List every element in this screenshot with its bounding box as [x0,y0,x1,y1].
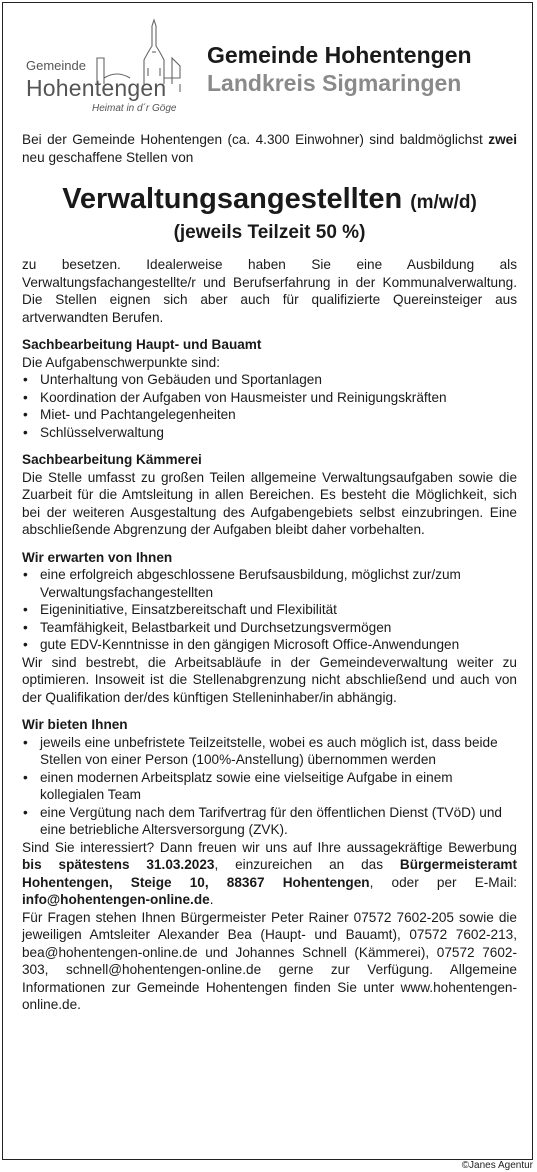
contact-text: Für Fragen stehen Ihnen Bürgermeister Peter Rainer 07572 7602-205 sowie die jeweiligen Amtsleiter Alexander Bea (Haupt- und Bauamt), 07572 7602-213, bea@hohentengen-online.de und Johannes Schnell (Kämmerei), 07572 7602-303, schnell@hohentengen-online.de gerne zur Verfügung. Allgemeine Informationen zur Gemeinde Hohentengen finden Sie unter www.hohentengen-online.de. [22,909,517,1012]
ad-body [22,131,517,1014]
section-intro-hauptamt: Die Aufgabenschwerpunkte sind: [22,354,220,370]
list-item: • eine erfolgreich abgeschlossene Berufsausbildung, möglichst zur/zum Verwaltungsfachangestellten [22,566,517,601]
section-heading-kaemmerei: Sachbearbeitung Kämmerei [22,452,202,467]
section-text-kaemmerei: Die Stelle umfasst zu großen Teilen allgemeine Verwaltungsaufgaben sowie die Zuarbeit für die Amtsleitung in allen Bereichen. Es besteht die Möglichkeit, sich bei der weiteren Ausgestaltung des Aufgabengebiets selbst einzubringen. Eine abschließende Abgrenzung der Aufgaben bleibt daher vorbehalten. [22,469,517,537]
header-title: Gemeinde Hohentengen [207,42,472,68]
logo-tagline: Heimat in d´r Göge [92,103,177,114]
credit-text: ©Janes Agentur [461,1160,533,1171]
list-item: • Teamfähigkeit, Belastbarkeit und Durchsetzungsvermögen [22,619,517,637]
list-item: • einen modernen Arbeitsplatz sowie eine vielseitige Aufgabe in einem kollegialen Team [22,769,517,804]
list-item: • jeweils eine unbefristete Teilzeitstelle, wobei es auch möglich ist, dass beide Stellen von einer Person (100%-Anstellung) übernommen werden [22,734,517,769]
application-text: Sind Sie interessiert? Dann freuen wir uns auf Ihre aussagekräftige Bewerbung bis spätestens 31.03.2023, einzureichen an das Bürgermeisteramt Hohentengen, Steige 10, 88367 Hohentengen, oder per E-Mail: info@hohentengen-online.de. [22,839,517,907]
municipality-logo [22,18,202,118]
expectations-list [22,566,517,654]
logo-text-hohentengen: Hohentengen [26,75,167,101]
application-email: info@hohentengen-online.de [22,892,210,907]
list-item: • eine Vergütung nach dem Tarifvertrag für den öffentlichen Dienst (TVöD) und eine betriebliche Altersversorgung (ZVK). [22,804,517,839]
application-address: Bürgermeisteramt Hohentengen, Steige 10, 88367 Hohentengen [22,857,517,890]
job-title-detail: (jeweils Teilzeit 50 %) [173,222,366,243]
section-heading-expectations: Wir erwarten von Ihnen [22,549,173,565]
list-item: • gute EDV-Kenntnisse in den gängigen Microsoft Office-Anwendungen [22,636,517,654]
list-item: • Schlüsselverwaltung [22,424,517,442]
section-heading-offer: Wir bieten Ihnen [22,717,128,732]
list-item: • Miet- und Pachtangelegenheiten [22,406,517,424]
job-title: Verwaltungsangestellten (m/w/d) [62,183,477,215]
header [22,18,517,118]
optimization-text: Wir sind bestrebt, die Arbeitsabläufe in der Gemeindeverwaltung weiter zu optimieren. Insoweit ist die Stellenabgrenzung nicht abschließend und auch von der Qualifikation der/des künftigen Stelleninhaber/in abhängig. [22,654,517,705]
paragraph-intro: zu besetzen. Idealerweise haben Sie eine Ausbildung als Verwaltungsfachangestellte/r und Berufserfahrung in der Kommunalverwaltung. Die Stellen eignen sich aber auch für qualifizierte Quereinsteiger aus artverwandten Berufen. [22,257,517,325]
gender-note: (m/w/d) [410,192,477,213]
list-item: • Koordination der Aufgaben von Hausmeister und Reinigungskräften [22,389,517,407]
list-item: • Eigeninitiative, Einsatzbereitschaft und Flexibilität [22,601,517,619]
job-title-block [22,182,517,246]
deadline: bis spätestens 31.03.2023 [22,857,215,872]
logo-text-gemeinde: Gemeinde [26,58,86,73]
offer-list [22,734,517,839]
section-heading-hauptamt: Sachbearbeitung Haupt- und Bauamt [22,337,262,352]
header-subtitle: Landkreis Sigmaringen [207,70,462,96]
task-list [22,371,517,441]
intro-text: Bei der Gemeinde Hohentengen (ca. 4.300 Einwohner) sind baldmöglichst zwei neu geschaffene Stellen von [22,132,517,165]
list-item: • Unterhaltung von Gebäuden und Sportanlagen [22,371,517,389]
